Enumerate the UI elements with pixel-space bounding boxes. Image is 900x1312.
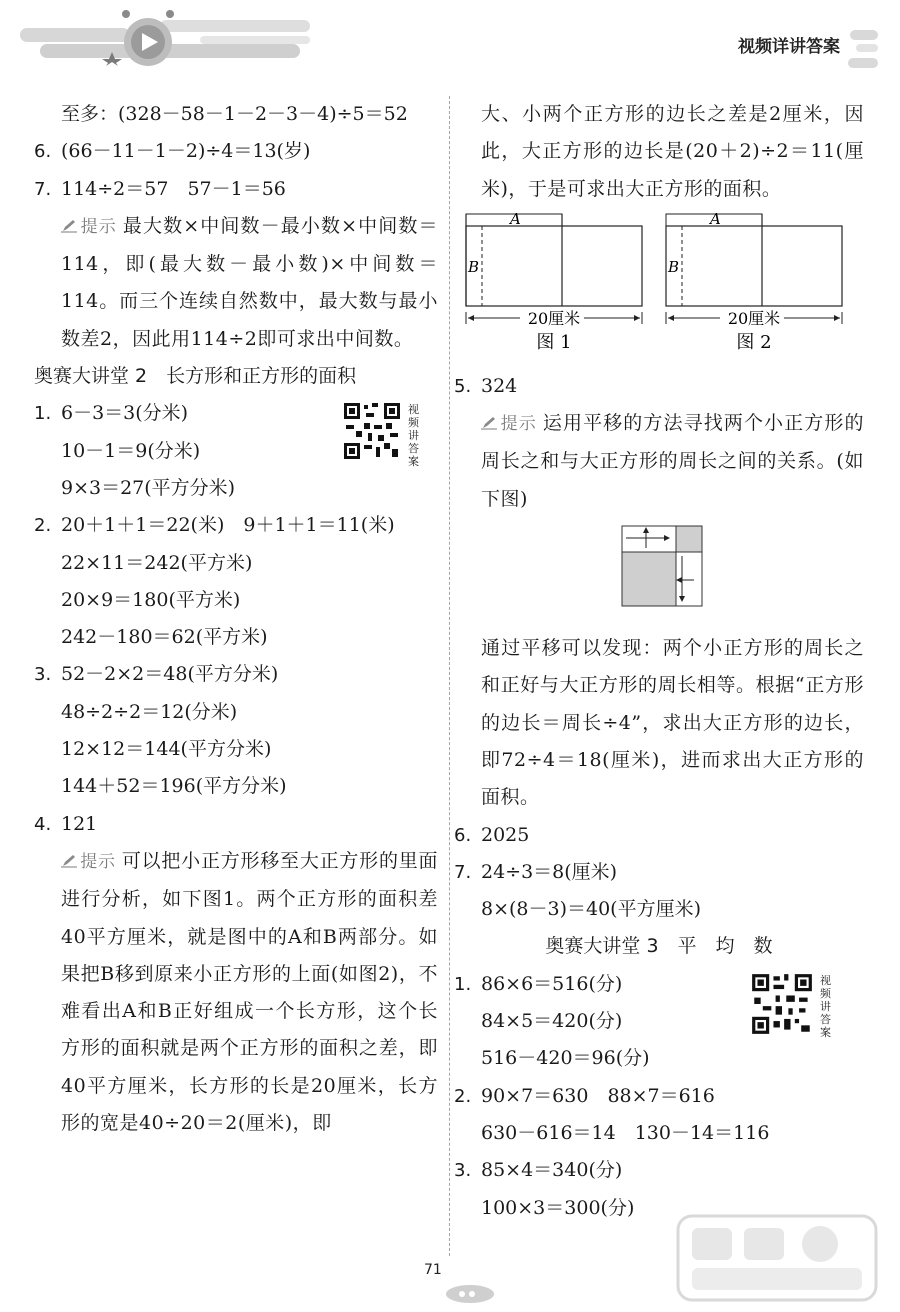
column-divider <box>449 96 451 1256</box>
question-3 <box>34 656 438 693</box>
right-column <box>454 96 864 1227</box>
hint-text: 可以把小正方形移至大正方形的里面进行分析，如下图1。两个正方形的面积差40平方厘米，就是图中的A和B两部分。如果把B移到原来小正方形的上面(如图2)，不难看出A和B正好组成一个长方形，这个长方形的面积就是两个正方形的面积之差，即40平方厘米，长方形的长是20厘米，长方形的宽是40÷20＝2(厘米)，即 <box>61 849 438 1135</box>
qr-code-icon <box>342 401 402 461</box>
question-6 <box>34 133 438 170</box>
fig2-label-b: B <box>668 257 680 276</box>
question-7 <box>454 854 864 891</box>
header-banner <box>20 6 320 66</box>
answer-line: 84×5＝420(分) <box>481 1010 623 1033</box>
pencil-icon <box>481 416 497 430</box>
fig1-label-b: B <box>468 257 480 276</box>
answer-text: 24÷3＝8(厘米) <box>481 860 618 883</box>
continued-text: 大、小两个正方形的边长之差是2厘米，因此，大正方形的边长是(20＋2)÷2＝11(厘米)，于是可求出大正方形的面积。 <box>481 103 864 200</box>
answer-text: 52－2×2＝48(平方分米) <box>61 663 279 686</box>
page-number: 71 <box>424 1262 442 1278</box>
question-number: 4. <box>34 813 52 835</box>
question-number: 5. <box>454 375 472 397</box>
answer-line: 242－180＝62(平方米) <box>61 626 268 649</box>
answer-text: 2025 <box>481 823 530 846</box>
question-5 <box>454 368 864 405</box>
question-number: 6. <box>454 824 472 846</box>
answer-line: 10－1＝9(分米) <box>61 439 201 462</box>
figure-1 <box>466 210 642 353</box>
fig1-caption: 图 1 <box>536 331 572 353</box>
page-number-decoration <box>440 1282 500 1304</box>
figure-2 <box>666 210 842 353</box>
fig2-dimension: 20厘米 <box>727 308 781 328</box>
qr-label: 视频讲答案 <box>408 403 419 469</box>
pencil-icon <box>61 854 77 868</box>
question-number: 6. <box>34 141 52 163</box>
translation-figure <box>454 518 864 630</box>
question-7 <box>34 171 438 208</box>
s3-question-3 <box>454 1152 864 1189</box>
question-number: 1. <box>454 973 472 995</box>
question-number: 1. <box>34 403 52 425</box>
answer-line: 48÷2÷2＝12(分米) <box>61 700 238 723</box>
question-number: 3. <box>34 664 52 686</box>
answer-line: 144＋52＝196(平方分米) <box>61 775 287 798</box>
hint-text: 运用平移的方法寻找两个小正方形的周长之和与大正方形的周长之间的关系。(如下图) <box>481 412 864 510</box>
hint-label: 提示 <box>80 216 117 237</box>
answer-line: 9×3＝27(平方分米) <box>61 476 236 499</box>
square-diagram <box>454 518 864 630</box>
qr-code-icon <box>750 972 814 1036</box>
pencil-icon <box>61 219 77 233</box>
answer-text: 324 <box>481 374 518 397</box>
fig1-dimension: 20厘米 <box>527 308 581 328</box>
hint-label: 提示 <box>80 851 116 872</box>
answer-text: 86×6＝516(分) <box>481 972 623 995</box>
hint-block <box>34 208 438 358</box>
question-number: 3. <box>454 1160 472 1182</box>
answer-line: 20×9＝180(平方米) <box>61 588 241 611</box>
question-4 <box>34 806 438 843</box>
watermark-logo <box>672 1210 882 1306</box>
hint-text: 最大数×中间数－最小数×中间数＝114，即(最大数－最小数)×中间数＝114。而三个连续自然数中，最大数与最小数差2，因此用114÷2即可求出中间数。 <box>61 214 438 350</box>
header-title: 视频详讲答案 <box>738 37 840 57</box>
question-number: 7. <box>454 861 472 883</box>
s3-question-2 <box>454 1078 864 1115</box>
answer-line: 630－616＝14 130－14＝116 <box>481 1121 770 1144</box>
fig1-label-a: A <box>510 209 521 228</box>
question-number: 2. <box>454 1085 472 1107</box>
answer-text: 6－3＝3(分米) <box>61 402 189 425</box>
answer-line: 516－420＝96(分) <box>481 1047 650 1070</box>
answer-line: 22×11＝242(平方米) <box>61 551 253 574</box>
left-column <box>34 96 438 1142</box>
section-title-3: 奥赛大讲堂 3 平 均 数 <box>545 935 773 958</box>
text-line: 至多：(328－58－1－2－3－4)÷5＝52 <box>61 103 408 125</box>
answer-line: 8×(8－3)＝40(平方厘米) <box>481 898 702 921</box>
section-title-2: 奥赛大讲堂 2 长方形和正方形的面积 <box>34 365 357 388</box>
qr-label: 视频讲答案 <box>820 973 831 1039</box>
answer-line: 100×3＝300(分) <box>481 1196 635 1219</box>
answer-text: (66－11－1－2)÷4＝13(岁) <box>61 140 311 163</box>
answer-text: 90×7＝630 88×7＝616 <box>481 1084 715 1107</box>
question-6 <box>454 817 864 854</box>
question-number: 7. <box>34 178 52 200</box>
question-2 <box>34 507 438 544</box>
answer-text: 20＋1＋1＝22(米) 9＋1＋1＝11(米) <box>61 514 395 537</box>
figures <box>454 208 864 368</box>
fig2-caption: 图 2 <box>736 331 772 353</box>
hint-block <box>454 405 864 518</box>
corner-decoration <box>846 28 882 78</box>
answer-line: 12×12＝144(平方分米) <box>61 738 272 761</box>
explanation-paragraph: 通过平移可以发现：两个小正方形的周长之和正好与大正方形的周长相等。根据“正方形的边长＝周长÷4”，求出大正方形的边长，即72÷4＝18(厘米)，进而求出大正方形的面积。 <box>481 637 864 809</box>
figure-diagram <box>454 208 864 368</box>
hint-block <box>34 843 438 1142</box>
question-number: 2. <box>34 515 52 537</box>
answer-text: 121 <box>61 812 98 835</box>
answer-text: 114÷2＝57 57－1＝56 <box>61 177 286 200</box>
hint-label: 提示 <box>500 414 537 435</box>
answer-text: 85×4＝340(分) <box>481 1159 623 1182</box>
fig2-label-a: A <box>710 209 721 228</box>
